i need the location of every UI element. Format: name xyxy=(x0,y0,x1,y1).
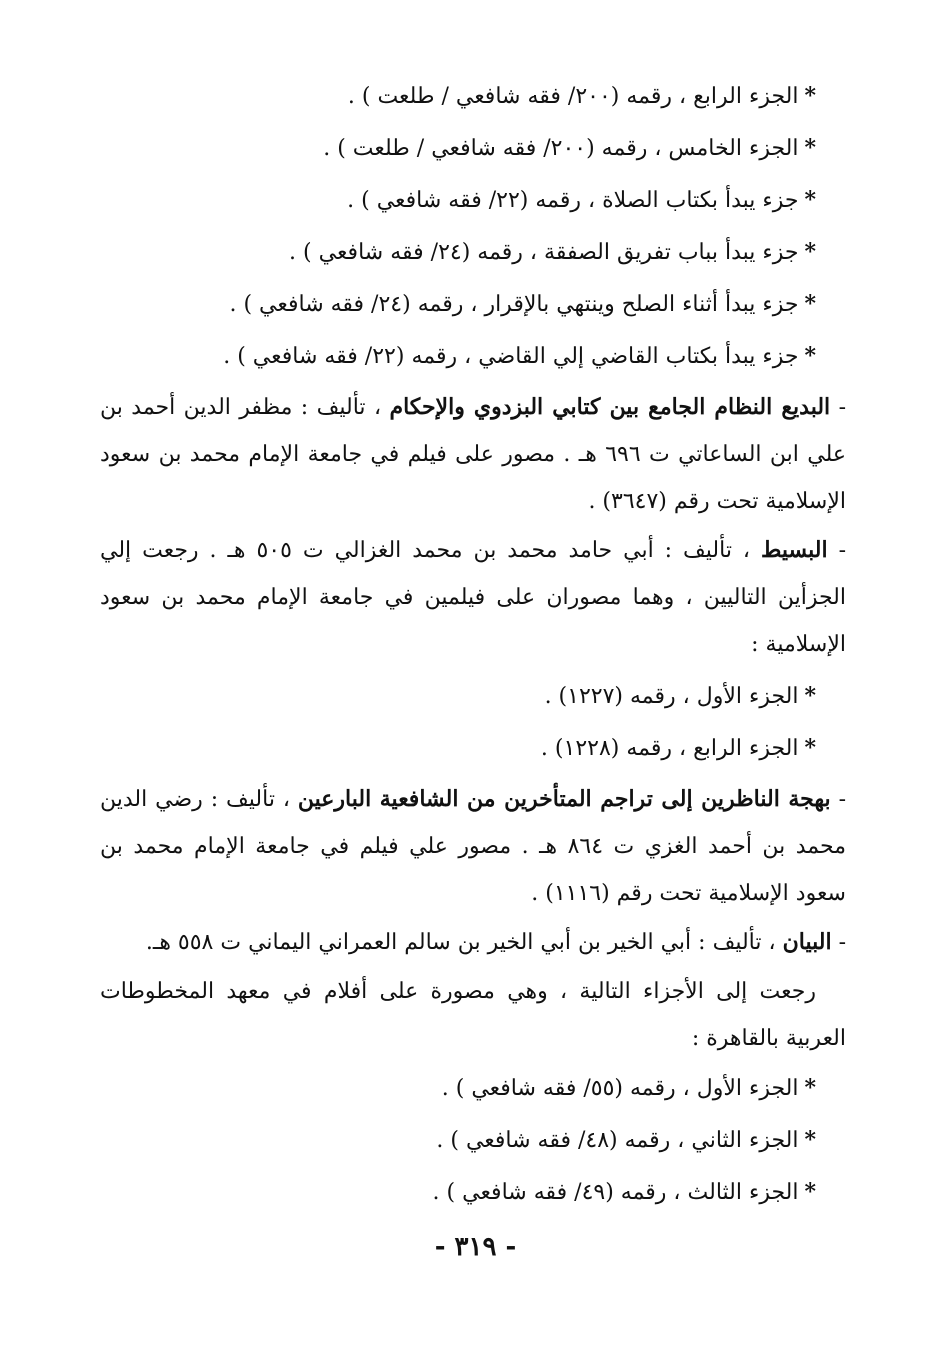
bullet-star-icon: * xyxy=(804,343,816,369)
page-body xyxy=(100,70,846,1218)
list-item: *جزء يبدأ أثناء الصلح وينتهي بالإقرار ، رقمه (٢٤/ فقه شافعي ) . xyxy=(229,291,816,317)
bullet-star-icon: * xyxy=(804,1075,816,1101)
bullet-star-icon: * xyxy=(804,683,816,709)
list-item: *جزء يبدأ بكتاب القاضي إلي القاضي ، رقمه (٢٢/ فقه شافعي ) . xyxy=(223,343,816,369)
list-item: *الجزء الرابع ، رقمه (٢٠٠/ فقه شافعي / طلعت ) . xyxy=(347,83,816,109)
bibliography-entry-badi: - البديع النظام الجامع بين كتابي البزدوي والإحكام ، تأليف : مظفر الدين أحمد بن علي ابن الساعاتي ت ٦٩٦ هـ . مصور على فيلم في جامعة الإمام محمد بن سعود الإسلامية تحت رقم (٣٦٤٧) . xyxy=(100,394,847,514)
entry-body: ، تأليف : أبي الخير بن أبي الخير بن سالم العمراني اليماني ت ٥٥٨ هـ. xyxy=(145,930,776,955)
bibliography-entry-bayan: - البيان ، تأليف : أبي الخير بن أبي الخير بن سالم العمراني اليماني ت ٥٥٨ هـ. xyxy=(145,929,846,955)
list-item: *الجزء الثالث ، رقمه (٤٩/ فقه شافعي ) . xyxy=(432,1179,816,1205)
list-item: *الجزء الخامس ، رقمه (٢٠٠/ فقه شافعي / طلعت ) . xyxy=(323,135,816,161)
entry-title: بهجة الناظرين إلى تراجم المتأخرين من الشافعية البارعين xyxy=(297,786,831,812)
list-item: *الجزء الرابع ، رقمه (١٢٢٨) . xyxy=(540,735,816,761)
list-item: *جزء يبدأ بباب تفريق الصفقة ، رقمه (٢٤/ فقه شافعي ) . xyxy=(289,239,816,265)
bullet-star-icon: * xyxy=(804,1179,816,1205)
bullet-star-icon: * xyxy=(804,735,816,761)
list-item: *الجزء الأول ، رقمه (١٢٢٧) . xyxy=(544,683,816,709)
entry-title: البديع النظام الجامع بين كتابي البزدوي والإحكام xyxy=(389,394,831,420)
bullet-star-icon: * xyxy=(804,291,816,317)
bibliography-entry-bahja: - بهجة الناظرين إلى تراجم المتأخرين من الشافعية البارعين ، تأليف : رضي الدين محمد بن أحمد الغزي ت ٨٦٤ هـ . مصور علي فيلم في جامعة الإمام محمد بن سعود الإسلامية تحت رقم (١١١٦) . xyxy=(100,786,846,906)
list-item: *الجزء الأول ، رقمه (٥٥/ فقه شافعي ) . xyxy=(441,1075,816,1101)
page-number: - ٣١٩ - xyxy=(434,1232,517,1262)
bullet-star-icon: * xyxy=(804,83,816,109)
bullet-star-icon: * xyxy=(804,1127,816,1153)
bullet-star-icon: * xyxy=(804,187,816,213)
list-item: *جزء يبدأ بكتاب الصلاة ، رقمه (٢٢/ فقه شافعي ) . xyxy=(347,187,816,213)
entry-continuation: رجعت إلى الأجزاء التالية ، وهي مصورة على أفلام في معهد المخطوطات العربية بالقاهرة : xyxy=(100,979,846,1051)
bullet-star-icon: * xyxy=(804,239,816,265)
list-item: *الجزء الثاني ، رقمه (٤٨/ فقه شافعي ) . xyxy=(436,1127,816,1153)
entry-body: ، تأليف : مظفر الدين أحمد بن علي ابن الساعاتي ت ٦٩٦ هـ . مصور على فيلم في جامعة الإمام محمد بن سعود الإسلامية تحت رقم (٣٦٤٧) . xyxy=(100,395,846,514)
bibliography-entry-basit: - البسيط ، تأليف : أبي حامد محمد بن محمد الغزالي ت ٥٠٥ هـ . رجعت إلي الجزأين التاليين ، وهما مصوران على فيلمين في جامعة الإمام محمد بن سعود الإسلامية : xyxy=(100,537,846,657)
entry-title: البيان xyxy=(782,929,832,955)
entry-body: ، تأليف : رضي الدين محمد بن أحمد الغزي ت ٨٦٤ هـ . مصور علي فيلم في جامعة الإمام محمد بن سعود الإسلامية تحت رقم (١١١٦) . xyxy=(100,787,846,906)
bullet-star-icon: * xyxy=(804,135,816,161)
entry-title: البسيط xyxy=(760,537,828,563)
entry-body: ، تأليف : أبي حامد محمد بن محمد الغزالي ت ٥٠٥ هـ . رجعت إلي الجزأين التاليين ، وهما مصوران على فيلمين في جامعة الإمام محمد بن سعود الإسلامية : xyxy=(100,538,846,657)
